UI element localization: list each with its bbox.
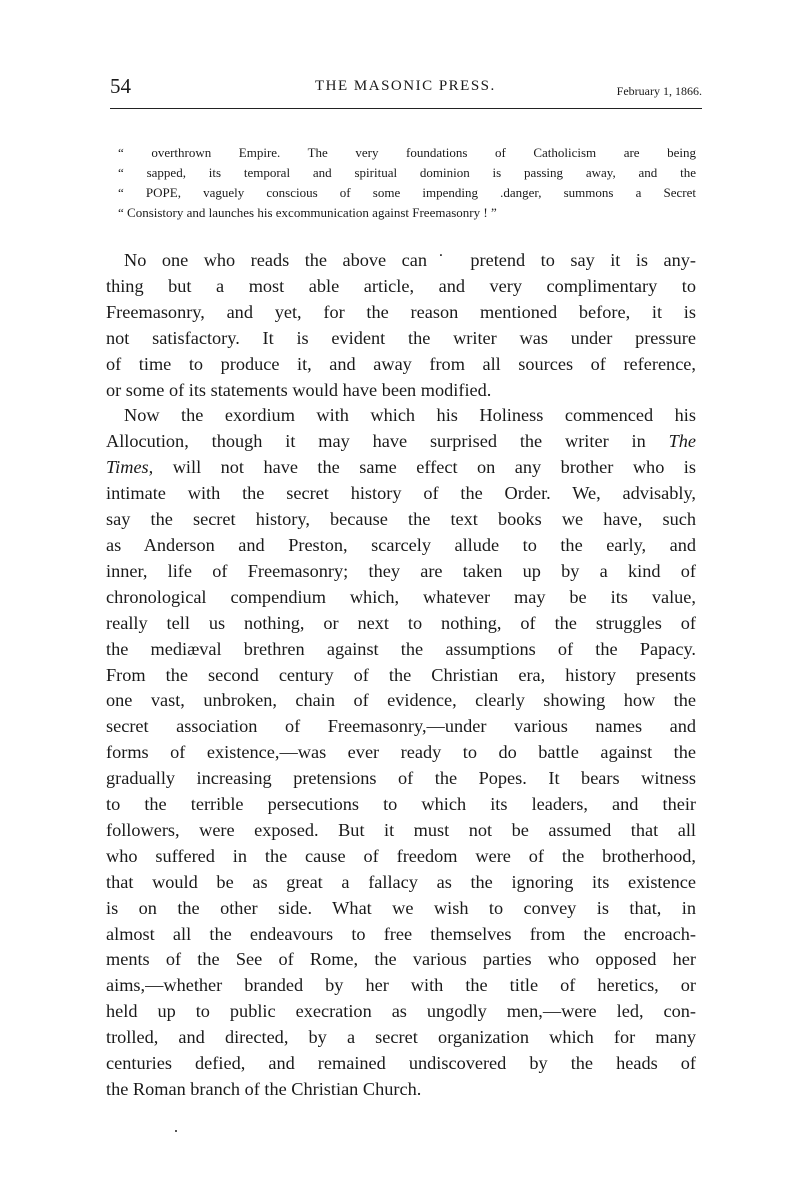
body-line: chronological compendium which, whatever may be its value, [106, 586, 696, 607]
body-line-text: will not have the same effect on any brother who is [153, 457, 696, 478]
body-line: really tell us nothing, or next to nothing, of the struggles of [106, 612, 696, 633]
body-line: No one who reads the above can˙ pretend to say it is any- [124, 250, 696, 270]
issue-date: February 1, 1866. [616, 84, 702, 98]
body-line: almost all the endeavours to free themselves from the encroach- [106, 923, 696, 944]
newspaper-title-italic: The [668, 431, 696, 452]
body-line: who suffered in the cause of freedom were of the brotherhood, [106, 845, 696, 866]
body-line: centuries defied, and remained undiscovered by the heads of [106, 1053, 696, 1074]
body-line: forms of existence,—was ever ready to do battle against the [106, 742, 696, 763]
body-line: or some of its statements would have been modified. [106, 379, 492, 400]
body-line: is on the other side. What we wish to convey is that, in [106, 897, 696, 918]
body-line [106, 429, 696, 455]
body-line: as Anderson and Preston, scarcely allude to the early, and [106, 534, 696, 555]
body-line: not satisfactory. It is evident the writer was under pressure [106, 327, 696, 348]
body-line: one vast, unbroken, chain of evidence, clearly showing how the [106, 690, 696, 711]
article-body [106, 248, 696, 1103]
body-line: Now the exordium with which his Holiness commenced his [124, 405, 696, 426]
quoted-passage [118, 143, 696, 223]
page-header [110, 74, 702, 109]
body-line: inner, life of Freemasonry; they are taken up by a kind of [106, 560, 696, 581]
body-line: From the second century of the Christian era, history presents [106, 664, 696, 685]
body-line: the mediæval brethren against the assumptions of the Papacy. [106, 638, 696, 659]
quote-line: “ Consistory and launches his excommunication against Freemasonry ! ” [118, 205, 497, 220]
body-line: intimate with the secret history of the Order. We, advisably, [106, 483, 696, 504]
body-line: secret association of Freemasonry,—under various names and [106, 716, 696, 737]
body-line: thing but a most able article, and very complimentary to [106, 275, 696, 296]
body-line: followers, were exposed. But it must not be assumed that all [106, 819, 696, 840]
print-speck [175, 1130, 177, 1132]
running-title: THE MASONIC PRESS. [315, 78, 496, 94]
body-line: of time to produce it, and away from all sources of reference, [106, 353, 696, 374]
body-line: gradually increasing pretensions of the Popes. It bears witness [106, 768, 696, 789]
body-line [106, 455, 696, 481]
body-line: Freemasonry, and yet, for the reason mentioned before, it is [106, 301, 696, 322]
body-line: aims,—whether branded by her with the title of heretics, or [106, 975, 696, 996]
page-number: 54 [110, 74, 131, 98]
quote-line: “ overthrown Empire. The very foundations of Catholicism are being [118, 145, 696, 160]
body-line: say the secret history, because the text books we have, such [106, 509, 696, 530]
body-line-text: Allocution, though it may have surprised the writer in [106, 431, 669, 452]
body-line: to the terrible persecutions to which its leaders, and their [106, 794, 696, 815]
body-line: ments of the See of Rome, the various parties who opposed her [106, 949, 696, 970]
newspaper-title-italic: Times, [106, 457, 154, 478]
paragraph-2 [106, 403, 696, 1102]
body-line: that would be as great a fallacy as the ignoring its existence [106, 871, 696, 892]
body-line: trolled, and directed, by a secret organization which for many [106, 1027, 696, 1048]
body-line: the Roman branch of the Christian Church. [106, 1079, 422, 1099]
body-line: held up to public execration as ungodly men,—were led, con- [106, 1001, 696, 1022]
quote-line: “ POPE, vaguely conscious of some impending .danger, summons a Secret [118, 185, 696, 200]
paragraph-1 [106, 248, 696, 403]
quote-line: “ sapped, its temporal and spiritual dominion is passing away, and the [118, 165, 696, 180]
